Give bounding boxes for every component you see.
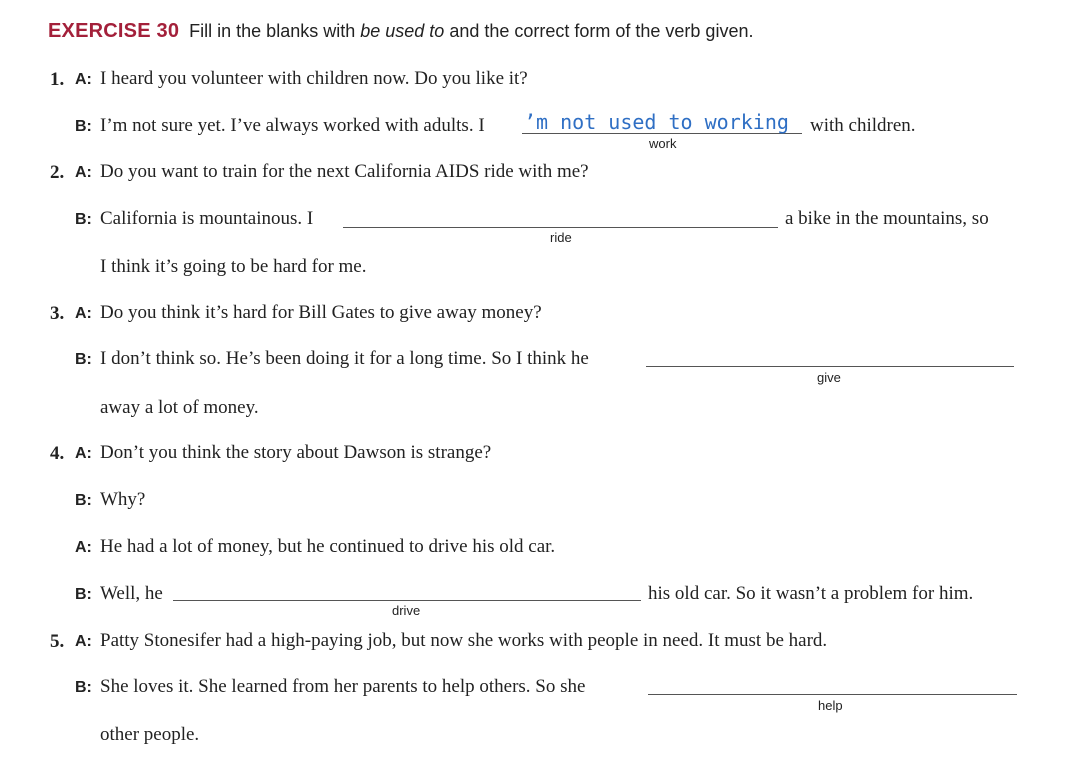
speaker-label: B: xyxy=(75,211,92,228)
speaker-label: B: xyxy=(75,351,92,368)
dialogue-line: California is mountainous. I xyxy=(100,208,314,229)
exercise-label: EXERCISE 30 xyxy=(48,20,180,42)
dialogue-continuation: I think it’s going to be hard for me. xyxy=(100,256,367,277)
speaker-label: B: xyxy=(75,586,92,603)
verb-hint: give xyxy=(817,370,841,385)
answer-blank[interactable] xyxy=(173,600,641,601)
filled-answer: ’m not used to working xyxy=(524,110,789,134)
speaker-label: A: xyxy=(75,305,92,322)
dialogue-line: Well, he xyxy=(100,583,163,604)
speaker-label: B: xyxy=(75,118,92,135)
dialogue-line: Why? xyxy=(100,489,146,510)
dialogue-continuation: away a lot of money. xyxy=(100,397,259,418)
dialogue-line: his old car. So it wasn’t a problem for him. xyxy=(648,583,974,604)
item-number: 2. xyxy=(50,162,65,183)
answer-blank[interactable] xyxy=(343,227,778,228)
speaker-label: A: xyxy=(75,445,92,462)
item-number: 5. xyxy=(50,631,65,652)
dialogue-line: I heard you volunteer with children now. Do you like it? xyxy=(100,68,528,89)
item-number: 3. xyxy=(50,303,65,324)
item-number: 1. xyxy=(50,69,65,90)
verb-hint: work xyxy=(649,136,677,151)
speaker-label: A: xyxy=(75,633,92,650)
dialogue-line: She loves it. She learned from her parents to help others. So she xyxy=(100,676,586,697)
dialogue-line: with children. xyxy=(810,115,916,136)
speaker-label: A: xyxy=(75,539,92,556)
dialogue-line: Don’t you think the story about Dawson is strange? xyxy=(100,442,492,463)
exercise-instruction: Fill in the blanks with be used to and the correct form of the verb given. xyxy=(189,21,754,41)
speaker-label: B: xyxy=(75,679,92,696)
dialogue-line: a bike in the mountains, so xyxy=(785,208,989,229)
item-number: 4. xyxy=(50,443,65,464)
exercise-header xyxy=(48,20,753,43)
dialogue-line: He had a lot of money, but he continued to drive his old car. xyxy=(100,536,556,557)
dialogue-line: I don’t think so. He’s been doing it for a long time. So I think he xyxy=(100,348,589,369)
answer-blank[interactable] xyxy=(646,366,1014,367)
verb-hint: help xyxy=(818,698,843,713)
answer-blank[interactable] xyxy=(648,694,1017,695)
dialogue-line: I’m not sure yet. I’ve always worked with adults. I xyxy=(100,115,485,136)
dialogue-line: Do you want to train for the next California AIDS ride with me? xyxy=(100,161,589,182)
verb-hint: ride xyxy=(550,230,572,245)
dialogue-line: Patty Stonesifer had a high-paying job, but now she works with people in need. It must be hard. xyxy=(100,630,828,651)
speaker-label: A: xyxy=(75,164,92,181)
dialogue-continuation: other people. xyxy=(100,724,200,745)
verb-hint: drive xyxy=(392,603,421,618)
speaker-label: A: xyxy=(75,71,92,88)
speaker-label: B: xyxy=(75,492,92,509)
dialogue-line: Do you think it’s hard for Bill Gates to give away money? xyxy=(100,302,542,323)
